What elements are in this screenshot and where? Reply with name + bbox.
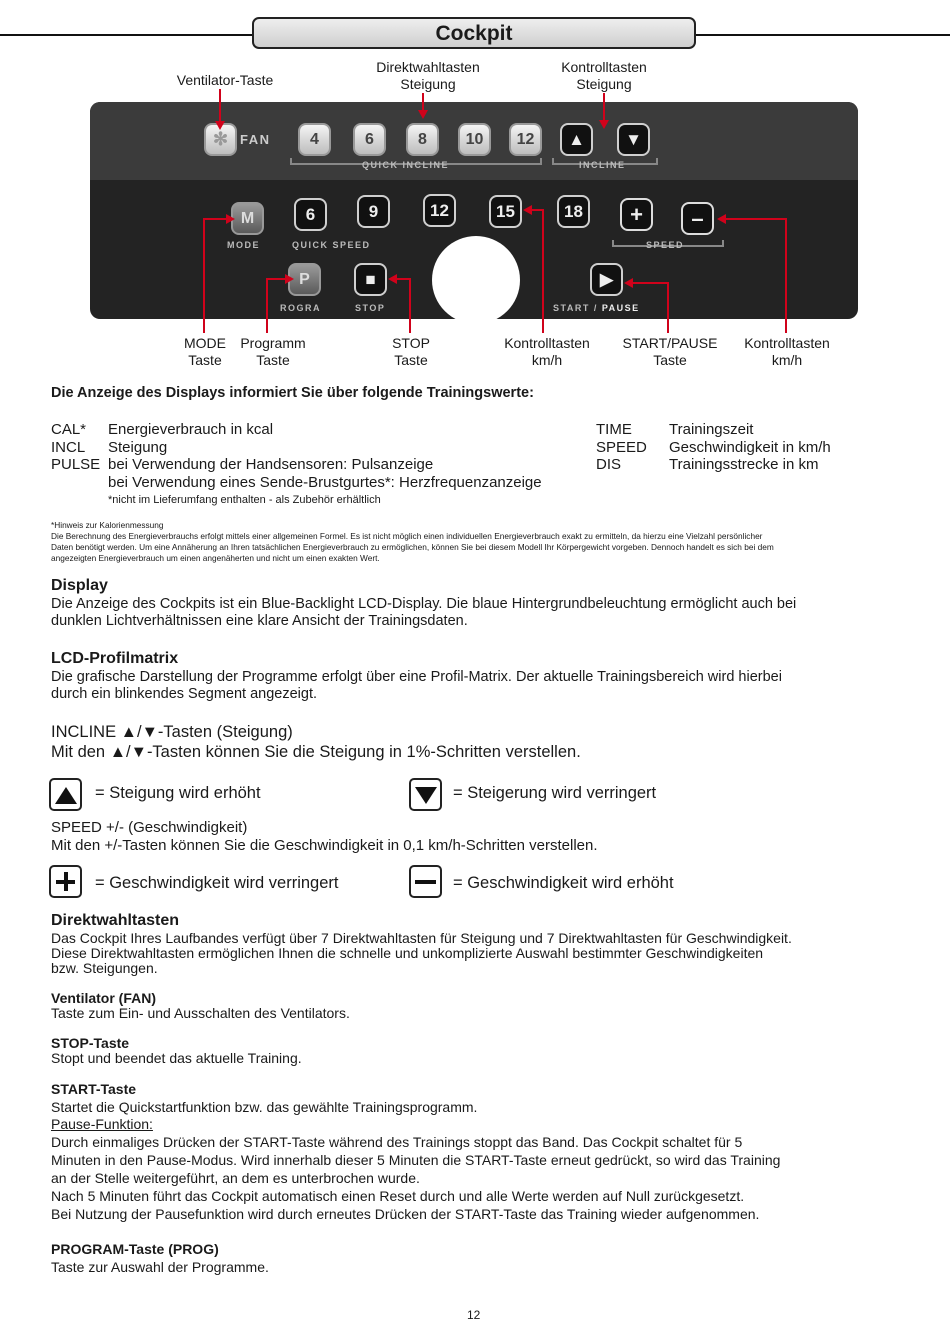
speed-minus-button[interactable] [681, 202, 714, 235]
value-desc-dis: Trainingsstrecke in km [669, 456, 819, 473]
speed-plus-desc: = Geschwindigkeit wird verringert [95, 874, 339, 892]
direct-line3: bzw. Steigungen. [51, 960, 158, 976]
callout-control-kmh-2: Kontrolltasten km/h [744, 335, 830, 368]
incline-10-button[interactable]: 10 [458, 123, 491, 156]
page-title: Cockpit [252, 17, 696, 49]
value-key-pulse: PULSE [51, 456, 101, 473]
plus-icon: + [630, 202, 643, 227]
incline-up-button[interactable] [560, 123, 593, 156]
program-button[interactable]: P [288, 263, 321, 296]
incline-down-button[interactable] [617, 123, 650, 156]
start-line5: Nach 5 Minuten führt das Cockpit automatisch einen Reset durch und alle Werte werden auf Null zurückgesetzt. [51, 1188, 745, 1204]
speed-minus-desc: = Geschwindigkeit wird erhöht [453, 874, 674, 892]
value-key-time: TIME [596, 421, 632, 438]
value-key-speed: SPEED [596, 439, 647, 456]
page-number: 12 [467, 1308, 481, 1322]
calorie-note-line3: angezeigten Energieverbrauch um einen angenäherten und nicht um einen exakten Wert. [51, 553, 380, 563]
incline-up-desc: = Steigung wird erhöht [95, 784, 261, 802]
start-line4: an der Stelle weitergeführt, an dem es unterbrochen wurde. [51, 1170, 420, 1186]
incline-4-button[interactable]: 4 [298, 123, 331, 156]
arrow-control-incline [599, 120, 609, 129]
value-key-incl: INCL [51, 439, 86, 456]
value-key-cal: CAL* [51, 421, 87, 438]
quick-incline-label: QUICK INCLINE [362, 160, 449, 170]
arrow-start-pause [624, 278, 633, 288]
prog-line: Taste zur Auswahl der Programme. [51, 1259, 269, 1275]
arrow-speed-15 [523, 205, 532, 215]
speed-18-button[interactable]: 18 [557, 195, 590, 228]
callout-mode: MODE Taste [184, 335, 226, 368]
display-heading: Display [51, 577, 108, 594]
incline-label: INCLINE [579, 160, 626, 170]
start-line6: Bei Nutzung der Pausefunktion wird durch erneutes Drücken der START-Taste das Training wieder aufgenommen. [51, 1206, 760, 1222]
incline-down-key [409, 778, 442, 811]
arrow-fan [215, 121, 225, 130]
panel-cutout [432, 236, 520, 324]
direct-line2: Diese Direktwahltasten ermöglichen Ihnen die schnelle und unkomplizierte Auswahl bestimmter Geschwindigkeiten [51, 945, 764, 961]
value-desc-time: Trainingszeit [669, 421, 754, 438]
speed-label: SPEED [646, 240, 685, 250]
prog-heading: PROGRAM-Taste (PROG) [51, 1241, 219, 1257]
quick-speed-label: QUICK SPEED [292, 240, 371, 250]
start-pause-button[interactable] [590, 263, 623, 296]
start-line3: Minuten in den Pause-Modus. Wird innerhalb dieser 5 Minuten die START-Taste erneut gedrückt, so wird das Training [51, 1152, 781, 1168]
mode-label: MODE [227, 240, 260, 250]
stop-square-icon: ■ [365, 270, 376, 289]
pulse-note: *nicht im Lieferumfang enthalten - als Zubehör erhältlich [108, 494, 381, 506]
value-key-dis: DIS [596, 456, 622, 473]
start-line1: Startet die Quickstartfunktion bzw. das gewählte Trainingsprogramm. [51, 1099, 478, 1115]
speed-9-button[interactable]: 9 [357, 195, 390, 228]
callout-control-incline: Kontrolltasten Steigung [561, 59, 647, 92]
value-desc-pulse: bei Verwendung der Handsensoren: Pulsanzeige [108, 456, 434, 473]
speed-plus-button[interactable] [620, 198, 653, 231]
callout-fan: Ventilator-Taste [176, 72, 274, 88]
direct-line1: Das Cockpit Ihres Laufbandes verfügt über 7 Direktwahltasten für Steigung und 7 Direktwahltasten für Geschwindigkeit. [51, 930, 792, 946]
callout-direct-incline: Direktwahltasten Steigung [376, 59, 480, 92]
lcd-line2: durch ein blinkendes Segment angezeigt. [51, 686, 318, 702]
triangle-up-icon: ▲ [568, 130, 585, 149]
incline-12-button[interactable]: 12 [509, 123, 542, 156]
display-line1: Die Anzeige des Cockpits ist ein Blue-Backlight LCD-Display. Die blaue Hintergrundbeleuchtung ermöglicht auch bei [51, 596, 797, 612]
arrow-stop [388, 274, 397, 284]
value-desc-incl: Steigung [108, 439, 168, 456]
stop-label: STOP [355, 303, 386, 313]
pause-heading: Pause-Funktion: [51, 1116, 153, 1132]
calorie-note-title: *Hinweis zur Kalorienmessung [51, 520, 164, 530]
calorie-note-line1: Die Berechnung des Energieverbrauchs erfolgt mittels einer allgemeinen Formel. Es ist nicht möglich einen individuellen Energieverbrauch exakt zu ermitteln, da hierzu eine Vielzahl persönlicher [51, 531, 763, 541]
lcd-line1: Die grafische Darstellung der Programme erfolgt über eine Profil-Matrix. Der aktuelle Trainingsbereich wird hierbei [51, 669, 782, 685]
fan-line: Taste zum Ein- und Ausschalten des Ventilators. [51, 1005, 350, 1021]
start-line2: Durch einmaliges Drücken der START-Taste während des Trainings stoppt das Band. Das Cockpit schaltet für 5 [51, 1134, 743, 1150]
stop-heading: STOP-Taste [51, 1035, 130, 1051]
program-label: ROGRA [280, 303, 321, 313]
triangle-down-icon [415, 787, 437, 804]
start-heading: START-Taste [51, 1081, 137, 1097]
value-desc-speed: Geschwindigkeit in km/h [669, 439, 831, 456]
speed-line: Mit den +/-Tasten können Sie die Geschwindigkeit in 0,1 km/h-Schritten verstellen. [51, 837, 598, 854]
incline-down-desc: = Steigerung wird verringert [453, 784, 657, 802]
start-pause-label: START / PAUSE [553, 303, 640, 313]
direct-heading: Direktwahltasten [51, 912, 180, 929]
arrow-speed-minus [717, 214, 726, 224]
incline-8-button[interactable]: 8 [406, 123, 439, 156]
display-line2: dunklen Lichtverhältnissen eine klare Ansicht der Trainingsdaten. [51, 613, 468, 629]
speed-heading: SPEED +/- (Geschwindigkeit) [51, 819, 248, 836]
arrow-program [285, 274, 294, 284]
arrow-mode [226, 214, 235, 224]
minus-icon: – [691, 206, 704, 231]
mode-button[interactable]: M [231, 202, 264, 235]
callout-stop: STOP Taste [392, 335, 430, 368]
calorie-note-line2: Daten benötigt werden. Um eine Annäherung an Ihren tatsächlichen Energieverbrauch zu ermöglichen, können Sie bei diesem Modell Ihr Körpergewicht vorgeben. Dennoch handelt es sich bei dem [51, 542, 774, 552]
triangle-up-icon [55, 787, 77, 804]
display-intro: Die Anzeige des Displays informiert Sie über folgende Trainingswerte: [51, 385, 534, 401]
stop-line: Stopt und beendet das aktuelle Training. [51, 1050, 302, 1066]
fan-label: FAN [240, 132, 271, 147]
stop-button[interactable] [354, 263, 387, 296]
play-icon: ▶ [599, 270, 614, 289]
incline-heading: INCLINE ▲/▼-Tasten (Steigung) [51, 723, 293, 741]
minus-icon [415, 880, 436, 884]
speed-15-button[interactable]: 15 [489, 195, 522, 228]
callout-program: Programm Taste [240, 335, 306, 368]
speed-minus-key [409, 865, 442, 898]
value-desc-cal: Energieverbrauch in kcal [108, 421, 274, 438]
speed-plus-key [49, 865, 82, 898]
callout-start-pause: START/PAUSE Taste [622, 335, 718, 368]
value-desc-pulse-2: bei Verwendung eines Sende-Brustgurtes*: Herzfrequenzanzeige [108, 474, 542, 491]
arrow-direct-incline [418, 110, 428, 119]
incline-up-key [49, 778, 82, 811]
speed-12-button[interactable]: 12 [423, 194, 456, 227]
triangle-down-icon: ▼ [625, 130, 642, 149]
incline-6-button[interactable]: 6 [353, 123, 386, 156]
callout-control-kmh: Kontrolltasten km/h [504, 335, 590, 368]
lcd-heading: LCD-Profilmatrix [51, 650, 179, 667]
fan-heading: Ventilator (FAN) [51, 990, 157, 1006]
incline-line: Mit den ▲/▼-Tasten können Sie die Steigung in 1%-Schritten verstellen. [51, 743, 581, 761]
speed-6-button[interactable]: 6 [294, 198, 327, 231]
fan-icon: ✻ [212, 129, 229, 149]
